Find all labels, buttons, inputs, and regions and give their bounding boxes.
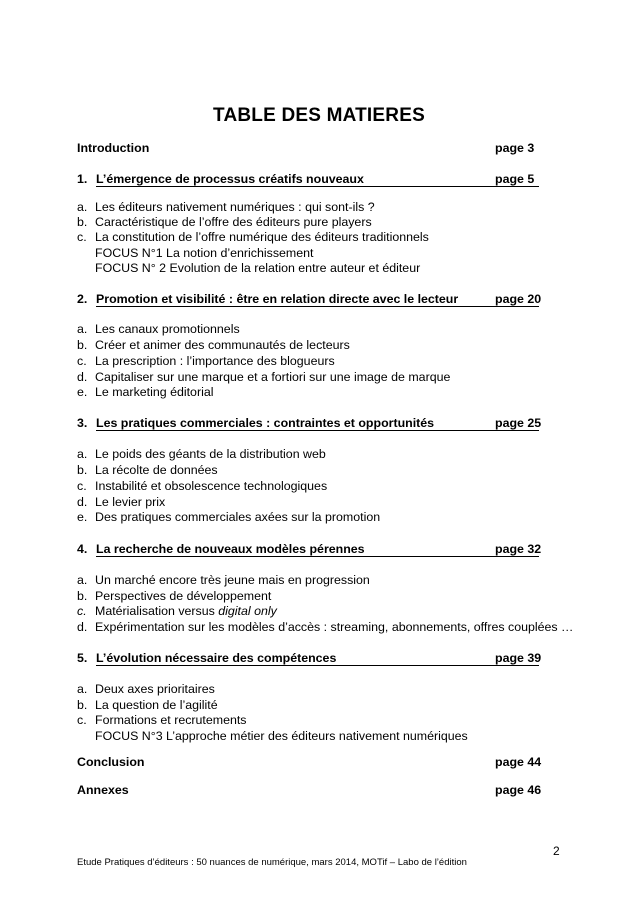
section-title: L’émergence de processus créatifs nouveaux [96,172,364,186]
section-title: La recherche de nouveaux modèles pérennes [96,542,365,556]
underline [96,430,539,431]
focus-item: FOCUS N° 2 Evolution de la relation entre auteur et éditeur [95,261,421,275]
introduction-label: Introduction [77,141,150,155]
list-item: c. Instabilité et obsolescence technologiques [77,479,328,493]
list-item: a. Les canaux promotionnels [77,322,240,336]
section-1-heading [77,172,539,188]
annexes-label: Annexes [77,783,129,797]
section-page: page 5 [495,172,535,186]
conclusion-label: Conclusion [77,755,145,769]
introduction-page: page 3 [495,141,535,155]
section-title: L’évolution nécessaire des compétences [96,651,337,665]
list-item: a. Les éditeurs nativement numériques : qui sont-ils ? [77,200,375,214]
list-item: b. Créer et animer des communautés de lecteurs [77,338,350,352]
list-item: c. Formations et recrutements [77,713,247,727]
section-4-heading [77,542,542,558]
annexes-page: page 46 [495,783,542,797]
section-title: Promotion et visibilité : être en relation directe avec le lecteur [96,292,459,306]
list-item: c. La constitution de l’offre numérique des éditeurs traditionnels [77,230,429,244]
list-item: e. Le marketing éditorial [77,385,214,399]
underline [96,306,539,307]
section-number: 4. [77,542,88,556]
section-number: 5. [77,651,88,665]
section-number: 2. [77,292,88,306]
list-item: b. Caractéristique de l’offre des éditeurs pure players [77,215,372,229]
section-page: page 39 [495,651,542,665]
section-3-heading [77,416,542,432]
list-item: a. Un marché encore très jeune mais en progression [77,573,370,587]
page-title: TABLE DES MATIERES [213,105,425,126]
section-page: page 25 [495,416,542,430]
underline [96,556,539,557]
list-item: c. La prescription : l’importance des blogueurs [77,354,335,368]
underline [96,186,539,187]
footer-text: Etude Pratiques d’éditeurs : 50 nuances de numérique, mars 2014, MOTif – Labo de l’édition [77,857,467,868]
list-item: b. La récolte de données [77,463,218,477]
list-item: b. La question de l’agilité [77,698,218,712]
list-item: e. Des pratiques commerciales axées sur la promotion [77,510,381,524]
section-page: page 32 [495,542,542,556]
list-item: a. Le poids des géants de la distribution web [77,447,326,461]
list-item: b. Perspectives de développement [77,589,272,603]
conclusion-page: page 44 [495,755,542,769]
section-2-heading [77,292,542,308]
list-item: d. Le levier prix [77,495,166,509]
list-item: c. Matérialisation versus digital only [77,604,277,618]
focus-item: FOCUS N°1 La notion d’enrichissement [95,246,314,260]
focus-item: FOCUS N°3 L’approche métier des éditeurs nativement numériques [95,729,468,743]
page-number: 2 [553,844,560,858]
list-item: d. Capitaliser sur une marque et a fortiori sur une image de marque [77,370,451,384]
section-number: 1. [77,172,88,186]
section-title: Les pratiques commerciales : contraintes et opportunités [96,416,435,430]
list-item: a. Deux axes prioritaires [77,682,215,696]
section-number: 3. [77,416,88,430]
section-page: page 20 [495,292,542,306]
underline [96,665,539,666]
list-item: d. Expérimentation sur les modèles d’accès : streaming, abonnements, offres couplées … [77,620,574,634]
section-5-heading [77,651,542,667]
